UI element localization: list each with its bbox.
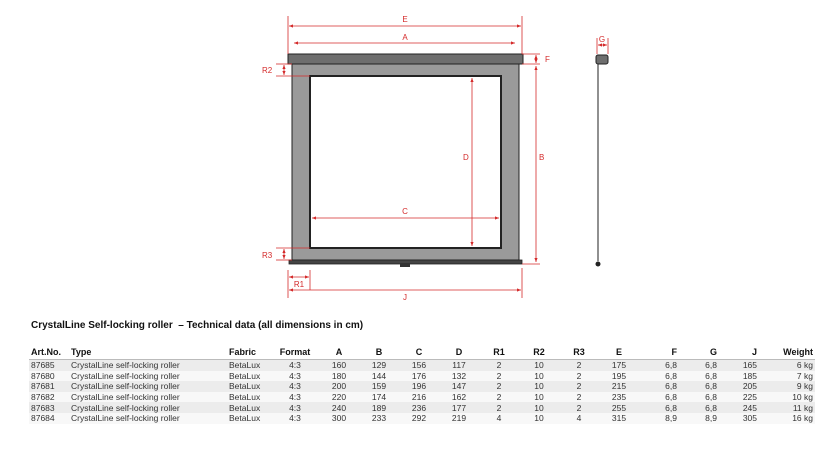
table-cell: 87685: [29, 360, 69, 371]
table-cell: 6 kg: [759, 360, 815, 371]
column-header-fabric: Fabric: [227, 344, 271, 360]
table-cell: 177: [439, 402, 479, 413]
table-cell: 2: [559, 371, 599, 382]
table-cell: 6,8: [639, 371, 679, 382]
table-row: [29, 392, 815, 403]
table-cell: 87681: [29, 381, 69, 392]
table-cell: 9 kg: [759, 381, 815, 392]
table-cell: 2: [559, 402, 599, 413]
table-cell: 87684: [29, 413, 69, 424]
column-header-art-no: Art.No.: [29, 344, 69, 360]
table-cell: 6,8: [639, 360, 679, 371]
table-cell: 6,8: [679, 392, 719, 403]
table-cell: 6,8: [639, 381, 679, 392]
header-row: [29, 344, 815, 360]
table-cell: 176: [399, 371, 439, 382]
table-cell: 10 kg: [759, 392, 815, 403]
table-cell: 174: [359, 392, 399, 403]
table-cell: 245: [719, 402, 759, 413]
table-row: [29, 381, 815, 392]
table-cell: 219: [439, 413, 479, 424]
label-r1: R1: [293, 280, 305, 289]
table-cell: 236: [399, 402, 439, 413]
table-cell: 4:3: [271, 402, 319, 413]
table-row: [29, 413, 815, 424]
table-cell: 4: [479, 413, 519, 424]
table-cell: 10: [519, 381, 559, 392]
table-cell: 220: [319, 392, 359, 403]
table-cell: 185: [719, 371, 759, 382]
column-header-weight: Weight: [759, 344, 815, 360]
label-e: E: [402, 15, 408, 24]
table-cell: 156: [399, 360, 439, 371]
table-cell: 6,8: [679, 371, 719, 382]
table-cell: 2: [479, 381, 519, 392]
column-header-b: B: [359, 344, 399, 360]
table-row: [29, 360, 815, 371]
label-g: G: [598, 35, 606, 44]
table-cell: 2: [479, 402, 519, 413]
label-d: D: [463, 153, 469, 162]
table-cell: 162: [439, 392, 479, 403]
table-cell: 87680: [29, 371, 69, 382]
table-cell: 87683: [29, 402, 69, 413]
table-cell: BetaLux: [227, 402, 271, 413]
table-cell: 8,9: [679, 413, 719, 424]
table-cell: 6,8: [679, 381, 719, 392]
table-cell: 4:3: [271, 392, 319, 403]
table-cell: 10: [519, 392, 559, 403]
table-cell: BetaLux: [227, 360, 271, 371]
table-cell: 196: [399, 381, 439, 392]
table-cell: 10: [519, 402, 559, 413]
table-cell: 6,8: [679, 360, 719, 371]
table-cell: 10: [519, 360, 559, 371]
table-cell: 6,8: [679, 402, 719, 413]
table-cell: 6,8: [639, 402, 679, 413]
table-cell: 2: [479, 371, 519, 382]
front-view: [288, 54, 523, 267]
column-header-d: D: [439, 344, 479, 360]
table-cell: CrystalLine self-locking roller: [69, 402, 227, 413]
table-cell: CrystalLine self-locking roller: [69, 392, 227, 403]
table-cell: 4:3: [271, 360, 319, 371]
table-cell: 159: [359, 381, 399, 392]
table-cell: 235: [599, 392, 639, 403]
table-header: [29, 344, 815, 360]
table-cell: 144: [359, 371, 399, 382]
label-a: A: [402, 33, 408, 42]
table-cell: 87682: [29, 392, 69, 403]
table-cell: 205: [719, 381, 759, 392]
table-cell: 4:3: [271, 381, 319, 392]
table-cell: 160: [319, 360, 359, 371]
label-r3: R3: [262, 251, 273, 260]
label-f: F: [545, 55, 550, 64]
table-row: [29, 402, 815, 413]
table-cell: 6,8: [639, 392, 679, 403]
label-r2: R2: [262, 66, 273, 75]
column-header-r1: R1: [479, 344, 519, 360]
table-cell: 10: [519, 371, 559, 382]
table-cell: 10: [519, 413, 559, 424]
column-header-e: E: [599, 344, 639, 360]
table-cell: 292: [399, 413, 439, 424]
column-header-g: G: [679, 344, 719, 360]
column-header-type: Type: [69, 344, 227, 360]
table-cell: 2: [559, 360, 599, 371]
table-title: CrystalLine Self-locking roller – Technical data (all dimensions in cm): [31, 320, 364, 331]
table-cell: CrystalLine self-locking roller: [69, 360, 227, 371]
label-j: J: [403, 293, 407, 302]
table-cell: 315: [599, 413, 639, 424]
table-cell: 4:3: [271, 371, 319, 382]
table-cell: 175: [599, 360, 639, 371]
table-cell: 2: [479, 360, 519, 371]
table-cell: 132: [439, 371, 479, 382]
technical-data-table: [29, 344, 815, 424]
table-cell: BetaLux: [227, 381, 271, 392]
table-cell: 129: [359, 360, 399, 371]
label-c: C: [402, 207, 408, 216]
table-cell: BetaLux: [227, 392, 271, 403]
table-cell: 2: [479, 392, 519, 403]
table-cell: 215: [599, 381, 639, 392]
table-cell: 189: [359, 402, 399, 413]
pull-handle: [400, 263, 410, 267]
table-cell: 216: [399, 392, 439, 403]
column-header-f: F: [639, 344, 679, 360]
roller-housing: [288, 54, 523, 64]
table-cell: 200: [319, 381, 359, 392]
table-cell: 305: [719, 413, 759, 424]
column-header-r2: R2: [519, 344, 559, 360]
table-cell: 165: [719, 360, 759, 371]
table-cell: 2: [559, 392, 599, 403]
table-cell: 300: [319, 413, 359, 424]
table-cell: CrystalLine self-locking roller: [69, 413, 227, 424]
column-header-a: A: [319, 344, 359, 360]
table-cell: BetaLux: [227, 371, 271, 382]
side-view: [596, 55, 609, 267]
table-cell: 7 kg: [759, 371, 815, 382]
column-header-j: J: [719, 344, 759, 360]
table-cell: 147: [439, 381, 479, 392]
table-cell: 4:3: [271, 413, 319, 424]
table-body: [29, 360, 815, 424]
table-cell: 180: [319, 371, 359, 382]
table-cell: 4: [559, 413, 599, 424]
table-cell: 11 kg: [759, 402, 815, 413]
side-bottom-bar: [596, 262, 601, 267]
table-cell: 225: [719, 392, 759, 403]
table-row: [29, 371, 815, 382]
column-header-r3: R3: [559, 344, 599, 360]
label-b: B: [539, 153, 545, 162]
table-cell: 2: [559, 381, 599, 392]
table-cell: 117: [439, 360, 479, 371]
side-housing: [596, 55, 608, 64]
table-cell: 8,9: [639, 413, 679, 424]
table-cell: CrystalLine self-locking roller: [69, 371, 227, 382]
column-header-format: Format: [271, 344, 319, 360]
table-cell: 195: [599, 371, 639, 382]
table-cell: 16 kg: [759, 413, 815, 424]
table-cell: 240: [319, 402, 359, 413]
column-header-c: C: [399, 344, 439, 360]
table-cell: 255: [599, 402, 639, 413]
table-cell: BetaLux: [227, 413, 271, 424]
table-cell: CrystalLine self-locking roller: [69, 381, 227, 392]
table-cell: 233: [359, 413, 399, 424]
